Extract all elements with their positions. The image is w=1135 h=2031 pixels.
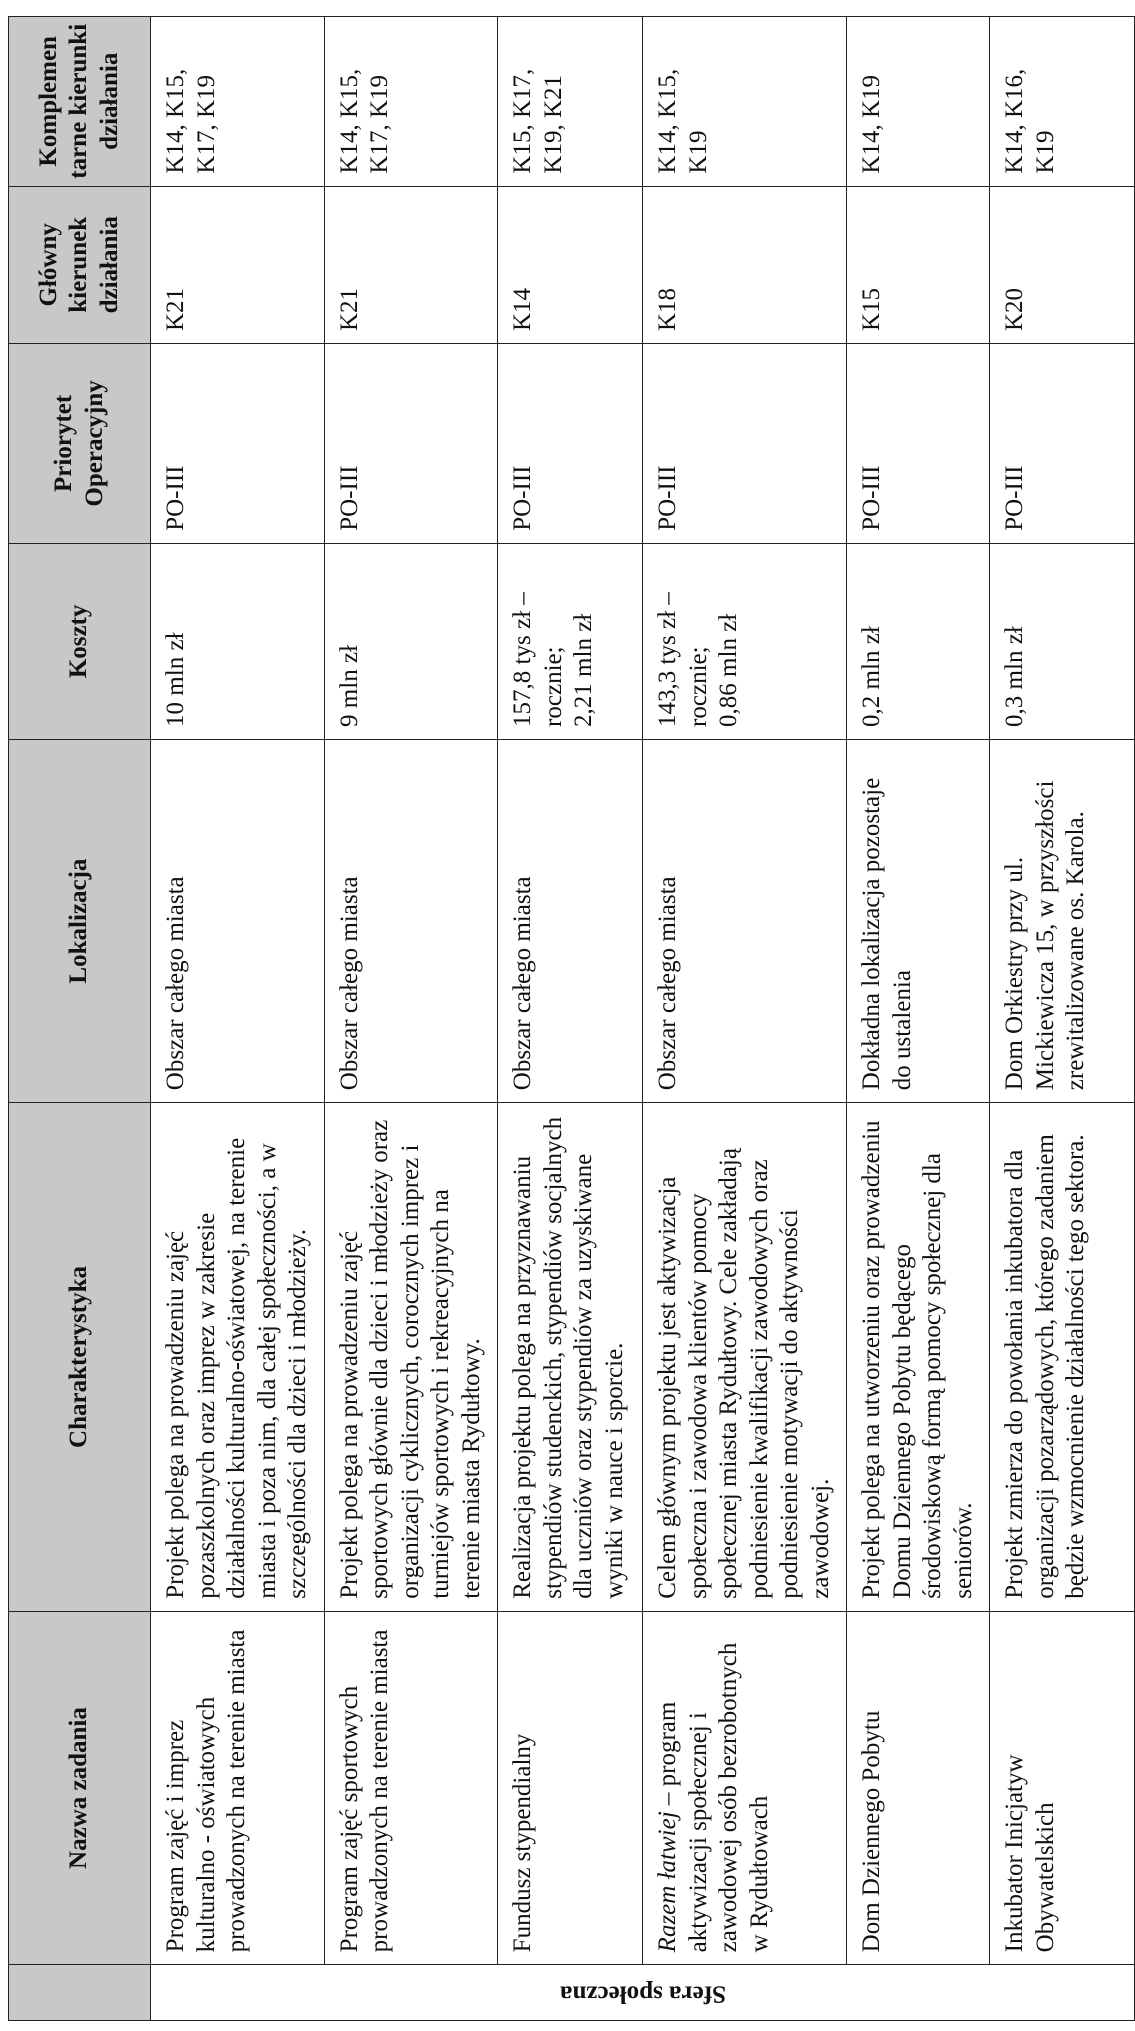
task-name: Inkubator Inicjatyw Obywatelskich [990, 1611, 1135, 1965]
sphere-label-cell [151, 1965, 1135, 2021]
header-name: Nazwa zadania [9, 1611, 151, 1965]
task-cost: 10 mln zł [151, 543, 325, 739]
task-characteristics: Projekt polega na prowadzeniu zajęć sportowych głównie dla dzieci i młodzieży oraz organizacji cyklicznych, corocznych imprez i turniejów sportowych i rekreacyjnych na terenie miasta Rydułtowy. [324, 1103, 498, 1612]
task-main-direction: K21 [324, 186, 498, 343]
header-corner [9, 1965, 151, 2021]
task-cost: 0,2 mln zł [847, 543, 990, 739]
task-cost: 143,3 tys zł – rocznie; 0,86 mln zł [643, 543, 847, 739]
task-name: Program zajęć sportowych prowadzonych na terenie miasta [324, 1611, 498, 1965]
task-location: Dom Orkiestry przy ul. Mickiewicza 15, w przyszłości zrewitalizowane os. Karola. [990, 739, 1135, 1102]
header-characteristics: Charakterystyka [9, 1103, 151, 1612]
task-characteristics: Celem głównym projektu jest aktywizacja społeczna i zawodowa klientów pomocy społecznej miasta Rydułtowy. Cele zakładają podniesienie kwalifikacji zawodowych oraz podniesienie motywacji do aktywności zawodowej. [643, 1103, 847, 1612]
task-main-direction: K14 [498, 186, 643, 343]
task-priority: PO-III [324, 344, 498, 544]
table-row [151, 17, 325, 2021]
task-main-direction: K21 [151, 186, 325, 343]
task-cost: 9 mln zł [324, 543, 498, 739]
task-complementary-directions: K14, K15, K19 [643, 17, 847, 187]
task-name: Program zajęć i imprez kulturalno - oświatowych prowadzonych na terenie miasta [151, 1611, 325, 1965]
task-location: Obszar całego miasta [324, 739, 498, 1102]
table-row [847, 17, 990, 2021]
task-characteristics: Projekt polega na utworzeniu oraz prowadzeniu Domu Dziennego Pobytu będącego środowiskową formą pomocy społecznej dla seniorów. [847, 1103, 990, 1612]
task-priority: PO-III [151, 344, 325, 544]
task-priority: PO-III [643, 344, 847, 544]
sphere-label: Sfera społeczna [559, 1979, 726, 2007]
table-row [990, 17, 1135, 2021]
task-complementary-directions: K14, K19 [847, 17, 990, 187]
task-priority: PO-III [498, 344, 643, 544]
task-complementary-directions: K14, K15, K17, K19 [151, 17, 325, 187]
task-main-direction: K20 [990, 186, 1135, 343]
task-location: Dokładna lokalizacja pozostaje do ustalenia [847, 739, 990, 1102]
task-location: Obszar całego miasta [151, 739, 325, 1102]
task-location: Obszar całego miasta [643, 739, 847, 1102]
task-name [643, 1611, 847, 1965]
task-priority: PO-III [990, 344, 1135, 544]
task-priority: PO-III [847, 344, 990, 544]
task-main-direction: K18 [643, 186, 847, 343]
task-complementary-directions: K14, K15, K17, K19 [324, 17, 498, 187]
task-name: Dom Dziennego Pobytu [847, 1611, 990, 1965]
task-name: Fundusz stypendialny [498, 1611, 643, 1965]
task-complementary-directions: K14, K16, K19 [990, 17, 1135, 187]
task-characteristics: Projekt zmierza do powołania inkubatora dla organizacji pozarządowych, którego zadaniem będzie wzmocnienie działalności tego sektora. [990, 1103, 1135, 1612]
task-characteristics: Realizacja projektu polega na przyznawaniu stypendiów studenckich, stypendiów socjalnych dla uczniów oraz stypendiów za uzyskiwane wyniki w nauce i sporcie. [498, 1103, 643, 1612]
task-cost: 0,3 mln zł [990, 543, 1135, 739]
task-name-rest: – program aktywizacji społecznej i zawodowej osób bezrobotnych w Rydułtowach [654, 1642, 773, 1953]
tasks-table [8, 16, 1135, 2021]
table-row [324, 17, 498, 2021]
header-costs: Koszty [9, 543, 151, 739]
header-complementary-directions: Komplemen tarne kierunki działania [9, 17, 151, 187]
task-cost: 157,8 tys zł – rocznie; 2,21 mln zł [498, 543, 643, 739]
header-row [9, 17, 151, 2021]
table-row [498, 17, 643, 2021]
task-complementary-directions: K15, K17, K19, K21 [498, 17, 643, 187]
header-priority: Priorytet Operacyjny [9, 344, 151, 544]
task-characteristics: Projekt polega na prowadzeniu zajęć pozaszkolnych oraz imprez w zakresie działalności kulturalno-oświatowej, na terenie miasta i poza nim, dla całej społeczności, a w szczególności dla dzieci i młodzieży. [151, 1103, 325, 1612]
task-main-direction: K15 [847, 186, 990, 343]
header-main-direction: Główny kierunek działania [9, 186, 151, 343]
header-location: Lokalizacja [9, 739, 151, 1102]
task-location: Obszar całego miasta [498, 739, 643, 1102]
table-row [643, 17, 847, 2021]
task-name-italic: Razem łatwiej [654, 1811, 681, 1953]
